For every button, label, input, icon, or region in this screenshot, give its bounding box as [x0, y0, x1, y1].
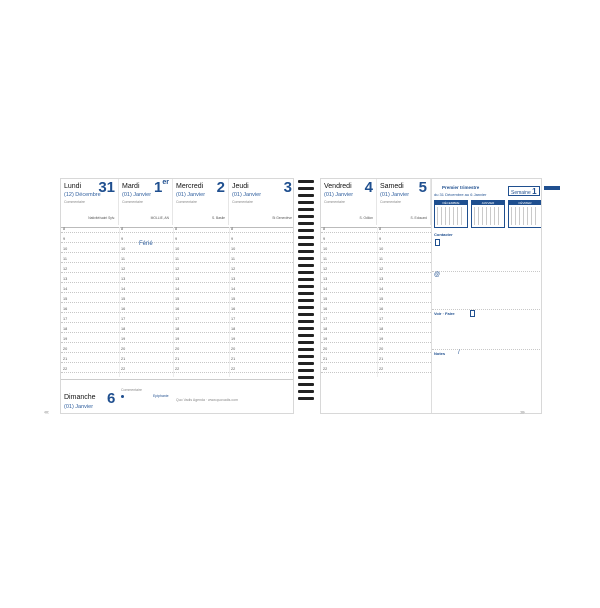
hour-rule: [321, 312, 431, 313]
hour-label: 20: [121, 347, 126, 351]
hour-label: 13: [231, 277, 236, 281]
sunday-block: [61, 379, 294, 414]
hour-label: 10: [231, 247, 236, 251]
hour-rule: [61, 302, 294, 303]
day-number: 5: [418, 179, 427, 196]
spiral-coil: [298, 278, 314, 281]
hour-rule: [61, 362, 294, 363]
hour-label: 20: [231, 347, 236, 351]
hour-label: 8: [323, 227, 326, 231]
hour-label: 9: [231, 237, 234, 241]
comment-label: Commentaire: [121, 388, 143, 392]
day-monday: [61, 179, 119, 225]
saint-name: S. Edouard: [410, 216, 427, 220]
day-month: (12) Décembre: [64, 192, 101, 198]
page-tab-marker: [544, 186, 560, 190]
spiral-coil: [298, 222, 314, 225]
contact-label: Contacter: [434, 232, 453, 237]
hour-label: 17: [379, 317, 384, 321]
saint-name: S. Basile: [211, 216, 225, 220]
hour-rule: [61, 372, 294, 373]
hour-label: 9: [121, 237, 124, 241]
hour-rule: [61, 292, 294, 293]
day-thursday: [229, 179, 294, 225]
hour-rule: [321, 272, 431, 273]
hour-label: 14: [231, 287, 236, 291]
corner-decoration: ››››: [520, 410, 524, 416]
mini-calendar-december: DÉCEMBRE: [434, 200, 468, 228]
hour-label: 21: [231, 357, 236, 361]
checklist-icon: [470, 310, 475, 317]
hour-label: 14: [323, 287, 328, 291]
hour-label: 12: [231, 267, 236, 271]
comment-label: Commentaire: [380, 200, 402, 204]
hour-label: 14: [379, 287, 384, 291]
hour-rule: [321, 242, 431, 243]
saint-name: S. Odilon: [359, 216, 373, 220]
bullet-icon: [121, 395, 124, 398]
hour-label: 21: [323, 357, 328, 361]
hour-label: 22: [323, 367, 328, 371]
hour-grid: [321, 227, 431, 377]
hour-label: 20: [175, 347, 180, 351]
hour-label: 15: [63, 297, 68, 301]
hour-label: 13: [63, 277, 68, 281]
hour-label: 14: [121, 287, 126, 291]
hour-rule: [321, 332, 431, 333]
hour-label: 22: [231, 367, 236, 371]
hour-label: 11: [231, 257, 235, 261]
spiral-coil: [298, 348, 314, 351]
hour-label: 10: [63, 247, 68, 251]
comment-label: Commentaire: [122, 200, 144, 204]
hour-label: 18: [379, 327, 384, 331]
saint-name: Nativité/saint Sylv.: [88, 216, 115, 220]
pen-icon: /: [458, 350, 460, 356]
hour-label: 20: [379, 347, 384, 351]
hour-label: 12: [63, 267, 68, 271]
spiral-coil: [298, 306, 314, 309]
hour-label: 19: [379, 337, 384, 341]
hour-rule: [61, 262, 294, 263]
sunday-label: Epiphanie: [153, 394, 169, 398]
hour-label: 16: [379, 307, 384, 311]
footer-text: Quo Vadis Agenda · www.quovadis.com: [176, 398, 238, 402]
day-month: (01) Janvier: [122, 192, 152, 198]
comment-label: Commentaire: [324, 200, 346, 204]
hour-rule: [61, 272, 294, 273]
spiral-coil: [298, 362, 314, 365]
hour-rule: [61, 282, 294, 283]
hour-label: 15: [175, 297, 180, 301]
hour-label: 9: [379, 237, 382, 241]
hour-rule: [61, 312, 294, 313]
hour-label: 19: [231, 337, 236, 341]
hour-label: 9: [323, 237, 326, 241]
hour-label: 16: [121, 307, 126, 311]
spiral-coil: [298, 390, 314, 393]
spiral-coil: [298, 285, 314, 288]
spiral-coil: [298, 320, 314, 323]
day-name: Mardi: [122, 183, 140, 190]
hour-label: 15: [323, 297, 328, 301]
left-page: [60, 178, 294, 414]
hour-label: 10: [121, 247, 126, 251]
comment-label: Commentaire: [232, 200, 254, 204]
hour-rule: [321, 302, 431, 303]
hour-label: 11: [379, 257, 383, 261]
mini-calendar-february: FÉVRIER: [508, 200, 542, 228]
hour-label: 8: [121, 227, 124, 231]
spiral-coil: [298, 194, 314, 197]
hour-label: 17: [121, 317, 126, 321]
day-month: (01) Janvier: [380, 192, 410, 198]
day-name: Jeudi: [232, 183, 249, 190]
spiral-coil: [298, 257, 314, 260]
spiral-coil: [298, 236, 314, 239]
spiral-coil: [298, 313, 314, 316]
hour-label: 17: [63, 317, 68, 321]
hour-label: 8: [231, 227, 234, 231]
week-number-box: Semaine 1: [508, 186, 540, 196]
hour-label: 17: [175, 317, 180, 321]
saint-name: St Geneviève: [272, 216, 292, 220]
day-month: (01) Janvier: [324, 192, 354, 198]
day-saturday: [377, 179, 431, 225]
hour-rule: [321, 292, 431, 293]
spiral-coil: [298, 341, 314, 344]
hour-label: 21: [121, 357, 126, 361]
hour-label: 8: [63, 227, 66, 231]
hour-label: 11: [175, 257, 179, 261]
hour-label: 19: [175, 337, 180, 341]
hour-label: 21: [379, 357, 384, 361]
hour-label: 22: [63, 367, 68, 371]
hour-rule: [321, 232, 431, 233]
hour-rule: [61, 342, 294, 343]
hour-label: 13: [379, 277, 384, 281]
spiral-coil: [298, 250, 314, 253]
saint-name: MOLLIE, AN: [150, 216, 169, 220]
spiral-coil: [298, 369, 314, 372]
sunday-name: Dimanche: [64, 394, 96, 401]
corner-decoration: ‹‹‹‹: [44, 410, 48, 416]
spiral-coil: [298, 208, 314, 211]
hour-label: 12: [121, 267, 126, 271]
hour-rule: [321, 252, 431, 253]
day-number: 3: [283, 179, 292, 196]
hour-label: 13: [323, 277, 328, 281]
hour-rule: [61, 252, 294, 253]
hour-rule: [321, 352, 431, 353]
hour-label: 20: [63, 347, 68, 351]
hour-rule: [61, 322, 294, 323]
hour-label: 16: [323, 307, 328, 311]
day-name: Mercredi: [176, 183, 204, 190]
hour-label: 18: [231, 327, 236, 331]
hour-rule: [321, 342, 431, 343]
date-range: du 31 Décembre au 6 Janvier: [434, 192, 487, 197]
comment-label: Commentaire: [64, 200, 86, 204]
day-number: 2: [216, 179, 225, 196]
holiday-label: Férié: [139, 241, 153, 247]
spiral-coil: [298, 201, 314, 204]
hour-label: 17: [323, 317, 328, 321]
hour-label: 18: [323, 327, 328, 331]
trimester-label: Premier trimestre: [442, 185, 480, 190]
hour-label: 11: [121, 257, 125, 261]
spiral-coil: [298, 271, 314, 274]
spiral-coil: [298, 355, 314, 358]
hour-label: 15: [379, 297, 384, 301]
hour-label: 10: [379, 247, 384, 251]
hour-label: 21: [63, 357, 68, 361]
hour-label: 16: [63, 307, 68, 311]
hour-label: 11: [323, 257, 327, 261]
hour-label: 16: [231, 307, 236, 311]
day-name: Vendredi: [324, 183, 352, 190]
day-month: (01) Janvier: [176, 192, 206, 198]
sunday-month: (01) Janvier: [64, 404, 94, 410]
hour-label: 11: [63, 257, 67, 261]
hour-label: 8: [379, 227, 382, 231]
hour-label: 18: [63, 327, 68, 331]
hour-label: 22: [175, 367, 180, 371]
hour-rule: [61, 232, 294, 233]
week-info-panel: [431, 179, 542, 414]
spiral-coil: [298, 229, 314, 232]
hour-label: 12: [175, 267, 180, 271]
spiral-coil: [298, 264, 314, 267]
spiral-coil: [298, 215, 314, 218]
hour-label: 14: [63, 287, 68, 291]
hour-rule: [321, 322, 431, 323]
day-tuesday: [119, 179, 173, 225]
hour-label: 10: [323, 247, 328, 251]
hour-label: 22: [379, 367, 384, 371]
day-number: 31: [98, 179, 115, 196]
hour-rule: [321, 282, 431, 283]
hour-label: 19: [323, 337, 328, 341]
hour-rule: [321, 372, 431, 373]
at-icon: @: [434, 272, 441, 278]
hour-rule: [321, 262, 431, 263]
spiral-coil: [298, 383, 314, 386]
hour-label: 20: [323, 347, 328, 351]
hour-label: 19: [121, 337, 126, 341]
hour-label: 14: [175, 287, 180, 291]
hour-label: 15: [121, 297, 126, 301]
spiral-coil: [298, 376, 314, 379]
spiral-coil: [298, 397, 314, 400]
hour-rule: [61, 332, 294, 333]
spiral-coil: [298, 292, 314, 295]
hour-label: 8: [175, 227, 178, 231]
sunday-number: 6: [107, 390, 116, 407]
hour-label: 21: [175, 357, 180, 361]
day-month: (01) Janvier: [232, 192, 262, 198]
hour-label: 19: [63, 337, 68, 341]
day-name: Samedi: [380, 183, 404, 190]
day-friday: [321, 179, 377, 225]
spiral-coil: [298, 187, 314, 190]
hour-label: 9: [175, 237, 178, 241]
hour-grid: [61, 227, 294, 377]
hour-label: 18: [175, 327, 180, 331]
hour-label: 12: [323, 267, 328, 271]
spiral-coil: [298, 180, 314, 183]
hour-rule: [61, 242, 294, 243]
spiral-coil: [298, 243, 314, 246]
hour-label: 18: [121, 327, 126, 331]
hour-label: 15: [231, 297, 236, 301]
notes-label: Notes: [434, 351, 446, 356]
hour-rule: [321, 362, 431, 363]
day-wednesday: [173, 179, 229, 225]
todo-label: Voir · Faire: [434, 311, 455, 316]
mini-calendar-january: JANVIER: [471, 200, 505, 228]
spiral-coil: [298, 334, 314, 337]
day-number: 1er: [154, 179, 169, 196]
hour-label: 22: [121, 367, 126, 371]
spiral-binding: [298, 180, 314, 410]
day-name: Lundi: [64, 183, 82, 190]
day-number: 4: [364, 179, 373, 196]
hour-label: 9: [63, 237, 66, 241]
hour-rule: [61, 352, 294, 353]
right-page: [320, 178, 542, 414]
hour-label: 16: [175, 307, 180, 311]
spiral-coil: [298, 327, 314, 330]
hour-label: 13: [175, 277, 180, 281]
comment-label: Commentaire: [176, 200, 198, 204]
hour-label: 10: [175, 247, 180, 251]
hour-label: 12: [379, 267, 384, 271]
hour-label: 13: [121, 277, 126, 281]
spiral-coil: [298, 299, 314, 302]
phone-icon: [435, 239, 440, 246]
hour-label: 17: [231, 317, 236, 321]
